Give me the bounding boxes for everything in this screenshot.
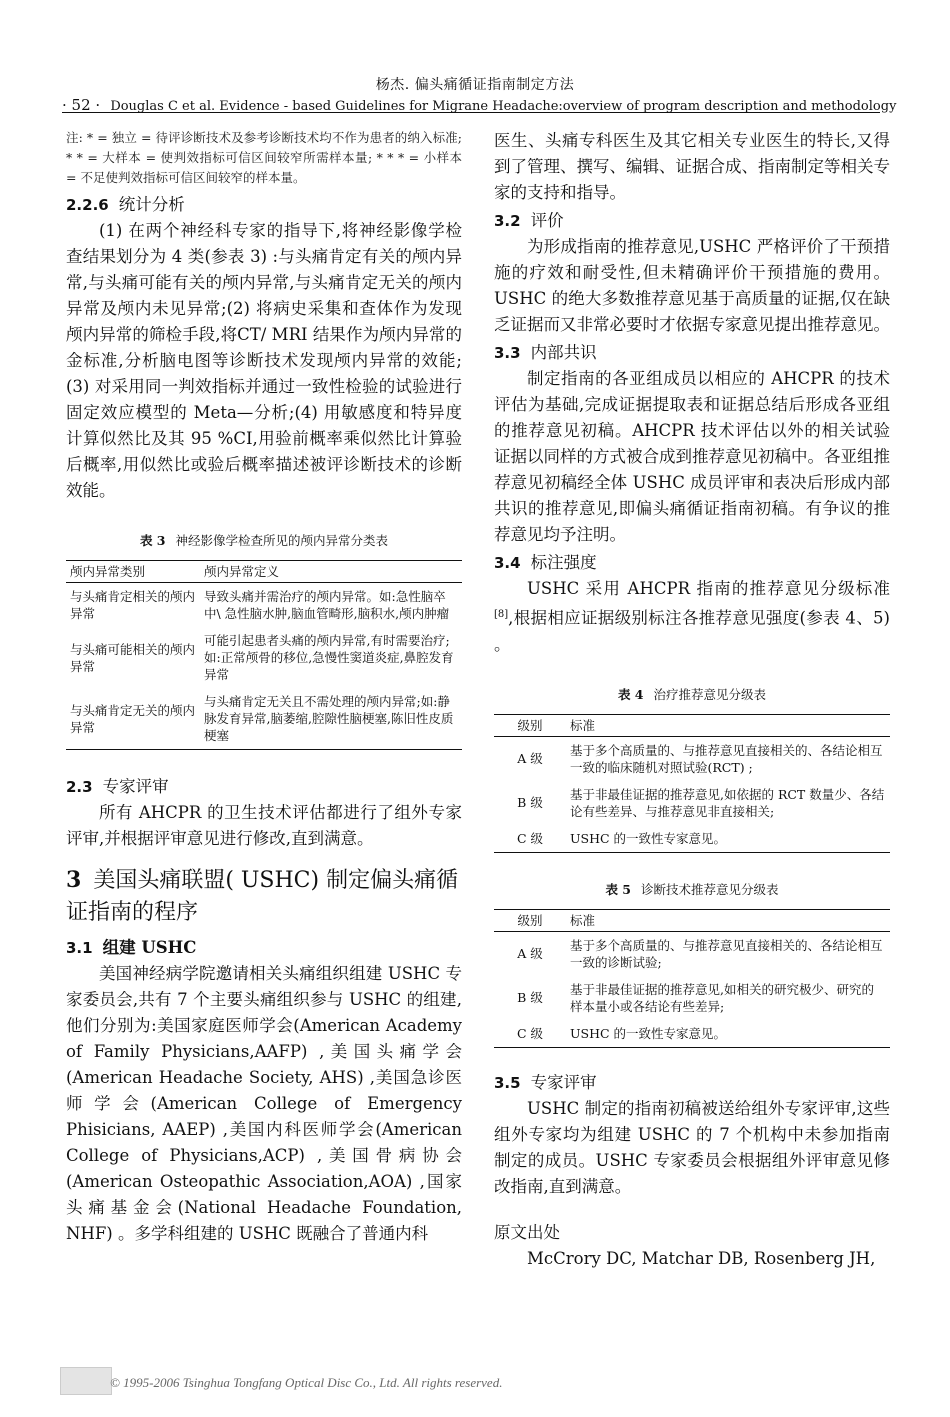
paragraph-external-review: USHC 制定的指南初稿被送给组外专家评审,这些组外专家均为组建 USHC 的 7 个机构中未参加指南制定的成员。USHC 专家委员会根据组外评审意见修改指南,直到满意。 bbox=[494, 1098, 890, 1196]
paragraph-evaluation: 为形成指南的推荐意见,USHC 严格评价了干预措施的疗效和耐受性,但未精确评价干预措施的费用。USHC 的绝大多数推荐意见基于高质量的证据,仅在缺乏证据而又非常必要时才依据专家意见提出推荐意见。 bbox=[494, 237, 890, 334]
running-header-title: 杨杰. 偏头痛循证指南制定方法 bbox=[375, 77, 575, 93]
section-heading-2-3: 2.3 专家评审 bbox=[66, 777, 169, 796]
section-heading-3-4: 3.4 标注强度 bbox=[494, 553, 597, 572]
table-row: 与头痛肯定相关的颅内异常 导致头痛并需治疗的颅内异常。如:急性脑卒中\ 急性脑水肿,脑血管畸形,脑积水,颅内肿瘤 bbox=[70, 589, 450, 621]
table-3 bbox=[66, 560, 462, 750]
header-rule bbox=[62, 112, 880, 113]
table-row: B 级 基于非最佳证据的推荐意见,如依据的 RCT 数量少、各结论有些差异、与推荐意见非直接相关; bbox=[517, 786, 885, 819]
table-note: 注: * = 独立 = 待评诊断技术及参考诊断技术均不作为患者的纳入标准; * * = 大样本 = 使判效指标可信区间较窄所需样本量; * * * = 小样本 = 不足使判效指标可信区间较窄的样本量。 bbox=[66, 130, 462, 185]
table-row: A 级 基于多个高质量的、与推荐意见直接相关的、各结论相互一致的临床随机对照试验(RCT) ; bbox=[517, 742, 883, 775]
table-header-row: 颅内异常类别 颅内异常定义 bbox=[66, 561, 462, 583]
right-column bbox=[494, 128, 890, 1272]
publisher-logo bbox=[60, 1367, 112, 1395]
table-header-row: 级别 标准 bbox=[494, 714, 890, 736]
section-heading-3-5: 3.5 专家评审 bbox=[494, 1072, 597, 1092]
table-row: C 级 USHC 的一致性专家意见。 bbox=[494, 825, 890, 853]
table-row: A 级 基于多个高质量的、与推荐意见直接相关的、各结论相互一致的诊断试验; bbox=[517, 937, 883, 970]
paragraph-establish-ushc: 美国神经病学院邀请相关头痛组织组建 USHC 专家委员会,共有 7 个主要头痛组织参与 USHC 的组建,他们分别为:美国家庭医师学会(American Academy of Family Physicians,AAFP) ,美国头痛学会(American Headache Society, AHS) ,美国急诊医师学会(American College of Emergency Phisicians, AAEP) ,美国内科医师学会(American College of Physicians,ACP) ,美国骨病协会(American Osteopathic Association,AOA) ,国家头痛基金会(National Headache Foundation, NHF) 。多学科组建的 USHC 既融合了普通内科 bbox=[66, 964, 462, 1243]
citation-ref: [8] bbox=[494, 609, 509, 620]
paragraph-annotation-strength: USHC 采用 AHCPR 指南的推荐意见分级标准[8],根据相应证据级别标注各推荐意见强度(参表 4、5) 。 bbox=[494, 579, 890, 654]
paragraph-statistics: (1) 在两个神经科专家的指导下,将神经影像学检查结果划分为 4 类(参表 3) :与头痛肯定有关的颅内异常,与头痛可能有关的颅内异常,与头痛肯定无关的颅内异常及颅内未见异常;(2) 将病史采集和查体作为发现颅内异常的筛检手段,将CT/ MRI 结果作为颅内异常的金标准,分析脑电图等诊断技术发现颅内异常的效能;(3) 对采用同一判效指标并通过一致性检验的试验进行固定效应模型的 Meta—分析;(4) 用敏感度和特异度计算似然比及其 95 %CI,用验前概率乘似然比计算验后概率,用似然比或验后概率描述被评诊断技术的诊断效能。 bbox=[66, 221, 462, 500]
section-heading-3-2: 3.2 评价 bbox=[494, 211, 564, 230]
table-row: 与头痛可能相关的颅内异常 可能引起患者头痛的颅内异常,有时需要治疗;如:正常颅骨的移位,急慢性窦道炎症,鼻腔发育异常 bbox=[70, 633, 454, 682]
table-5 bbox=[494, 909, 890, 1048]
paragraph-continued: 医生、头痛专科医生及其它相关专业医生的特长,又得到了管理、撰写、编辑、证据合成、指南制定等相关专家的支持和指导。 bbox=[494, 131, 890, 202]
running-title: Douglas C et al. Evidence - based Guidelines for Migrane Headache:overview of program description and methodology bbox=[110, 99, 897, 114]
source-heading: 原文出处 bbox=[494, 1222, 560, 1242]
table-3-caption: 表 3 神经影像学检查所见的颅内异常分类表 bbox=[139, 533, 389, 548]
copyright-notice: © 1995-2006 Tsinghua Tongfang Optical Disc Co., Ltd. All rights reserved. bbox=[110, 1375, 503, 1390]
section-heading-3: 3 美国头痛联盟( USHC) 制定偏头痛循证指南的程序 bbox=[66, 867, 459, 925]
table-header-row: 级别 标准 bbox=[494, 909, 890, 931]
left-column bbox=[66, 128, 462, 1247]
table-row: 与头痛肯定无关的颅内异常 与头痛肯定无关且不需处理的颅内异常;如:静脉发育异常,脑萎缩,腔隙性脑梗塞,陈旧性皮质梗塞 bbox=[66, 688, 462, 750]
source-citation: McCrory DC, Matchar DB, Rosenberg JH, bbox=[527, 1248, 876, 1268]
table-row: C 级 USHC 的一致性专家意见。 bbox=[494, 1020, 890, 1048]
section-heading-3-1: 3.1 组建 USHC bbox=[66, 938, 197, 957]
section-heading-3-3: 3.3 内部共识 bbox=[494, 343, 597, 362]
page-number: · 52 · bbox=[62, 96, 101, 114]
paragraph-internal-consensus: 制定指南的各亚组成员以相应的 AHCPR 的技术评估为基础,完成证据提取表和证据总结后形成各亚组的推荐意见初稿。AHCPR 技术评估以外的相关试验证据以同样的方式被合成到推荐意见初稿中。各亚组推荐意见初稿经全体 USHC 成员评审和表决后形成内部共识的推荐意见,即偏头痛循证指南初稿。有争议的推荐意见均予注明。 bbox=[494, 369, 890, 544]
table-row: B 级 基于非最佳证据的推荐意见,如相关的研究极少、研究的样本量小或各结论有些差异; bbox=[517, 981, 874, 1014]
paragraph-expert-review: 所有 AHCPR 的卫生技术评估都进行了组外专家评审,并根据评审意见进行修改,直到满意。 bbox=[66, 803, 462, 848]
table-4 bbox=[494, 714, 890, 853]
table-5-caption: 表 5 诊断技术推荐意见分级表 bbox=[605, 881, 779, 897]
table-4-caption: 表 4 治疗推荐意见分级表 bbox=[617, 686, 767, 702]
section-heading-2-2-6: 2.2.6 统计分析 bbox=[66, 195, 185, 214]
